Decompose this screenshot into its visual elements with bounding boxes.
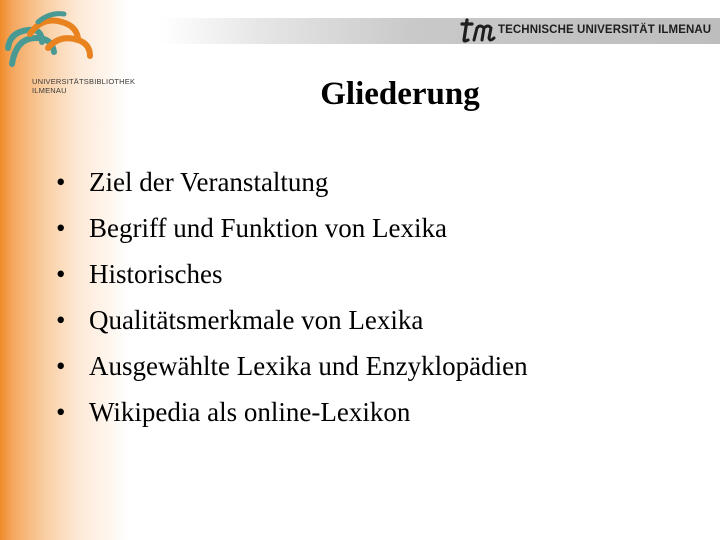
bullet-icon: •	[56, 213, 66, 243]
library-logo-icon	[2, 8, 102, 76]
library-name-line1: UNIVERSITÄTSBIBLIOTHEK	[32, 77, 136, 86]
bullet-icon: •	[56, 167, 66, 197]
list-item-text: Begriff und Funktion von Lexika	[89, 213, 447, 243]
bullet-icon: •	[56, 397, 66, 427]
library-name	[32, 77, 135, 95]
bullet-icon: •	[56, 351, 66, 381]
bullet-icon: •	[56, 305, 66, 335]
institution-name: TECHNISCHE UNIVERSITÄT ILMENAU	[498, 24, 712, 36]
list-item-text: Historisches	[89, 259, 223, 289]
list-item-text: Qualitätsmerkmale von Lexika	[89, 305, 424, 335]
list-item-text: Ziel der Veranstaltung	[89, 167, 329, 197]
slide-title: Gliederung	[320, 76, 480, 112]
list-item-text: Ausgewählte Lexika und Enzyklopädien	[89, 351, 528, 381]
library-name-line2: ILMENAU	[32, 86, 67, 95]
tu-logo-icon	[458, 18, 498, 44]
bullet-icon: •	[56, 259, 66, 289]
list-item-text: Wikipedia als online-Lexikon	[89, 397, 411, 427]
